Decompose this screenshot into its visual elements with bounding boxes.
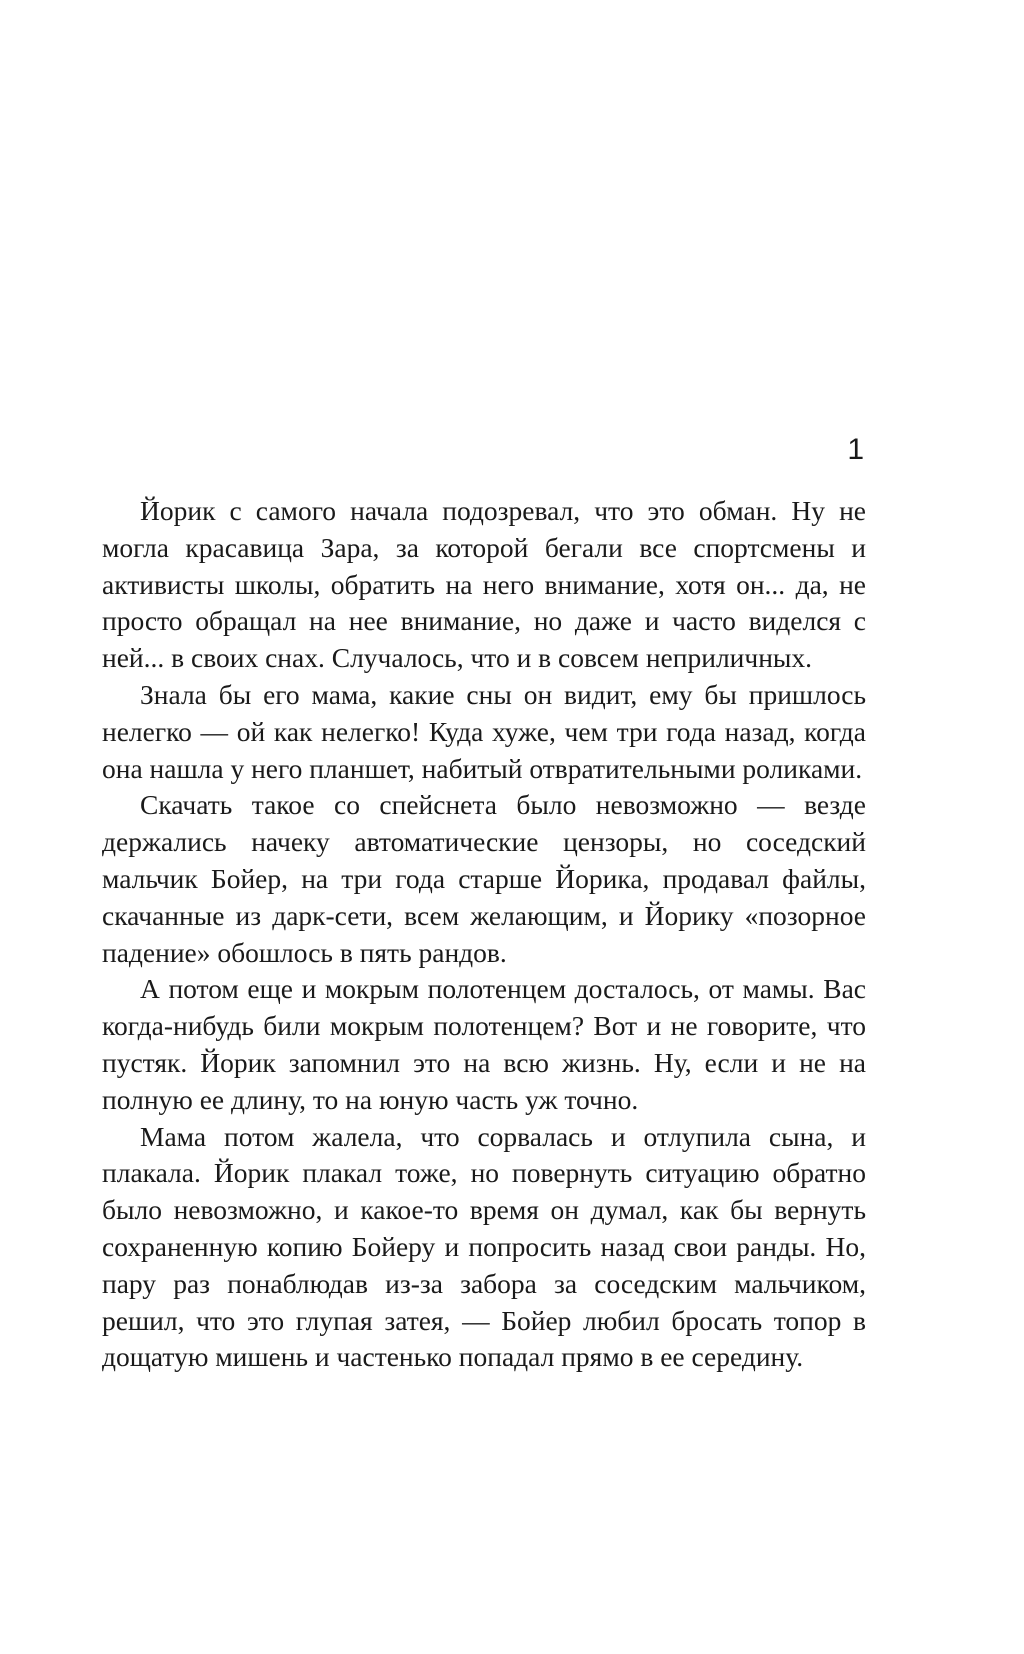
paragraph: Знала бы его мама, какие сны он видит, ему бы пришлось нелегко — ой как нелегко! Куда хуже, чем три года назад, когда она нашла у него планшет, набитый отвратительными роликами.	[102, 678, 866, 784]
paragraph: Скачать такое со спейснета было невозможно — везде держались начеку автоматические цензоры, но соседский мальчик Бойер, на три года старше Йорика, продавал файлы, скачанные из дарк-сети, всем желающим, и Йорику «позорное падение» обошлось в пять рандов.	[102, 789, 866, 968]
chapter-number: 1	[847, 433, 864, 466]
paragraph: Йорик с самого начала подозревал, что это обман. Ну не могла красавица Зара, за которой бегали все спортсмены и активисты школы, обратить на него внимание, хотя он... да, не просто обращал на нее внимание, но даже и часто виделся с ней... в своих снах. Случалось, что и в совсем неприличных.	[102, 495, 866, 674]
paragraph: А потом еще и мокрым полотенцем досталось, от мамы. Вас когда-нибудь били мокрым полотенцем? Вот и не говорите, что пустяк. Йорик запомнил это на всю жизнь. Ну, если и не на полную ее длину, то на юную часть уж точно.	[102, 973, 866, 1115]
paragraph: Мама потом жалела, что сорвалась и отлупила сына, и плакала. Йорик плакал тоже, но повернуть ситуацию обратно было невозможно, и какое-то время он думал, как бы вернуть сохраненную копию Бойеру и попросить назад свои ранды. Но, пару раз понаблюдав из-за забора за соседским мальчиком, решил, что это глупая затея, — Бойер любил бросать топор в дощатую мишень и частенько попадал прямо в ее середину.	[102, 1120, 866, 1373]
chapter-text	[102, 493, 866, 1376]
